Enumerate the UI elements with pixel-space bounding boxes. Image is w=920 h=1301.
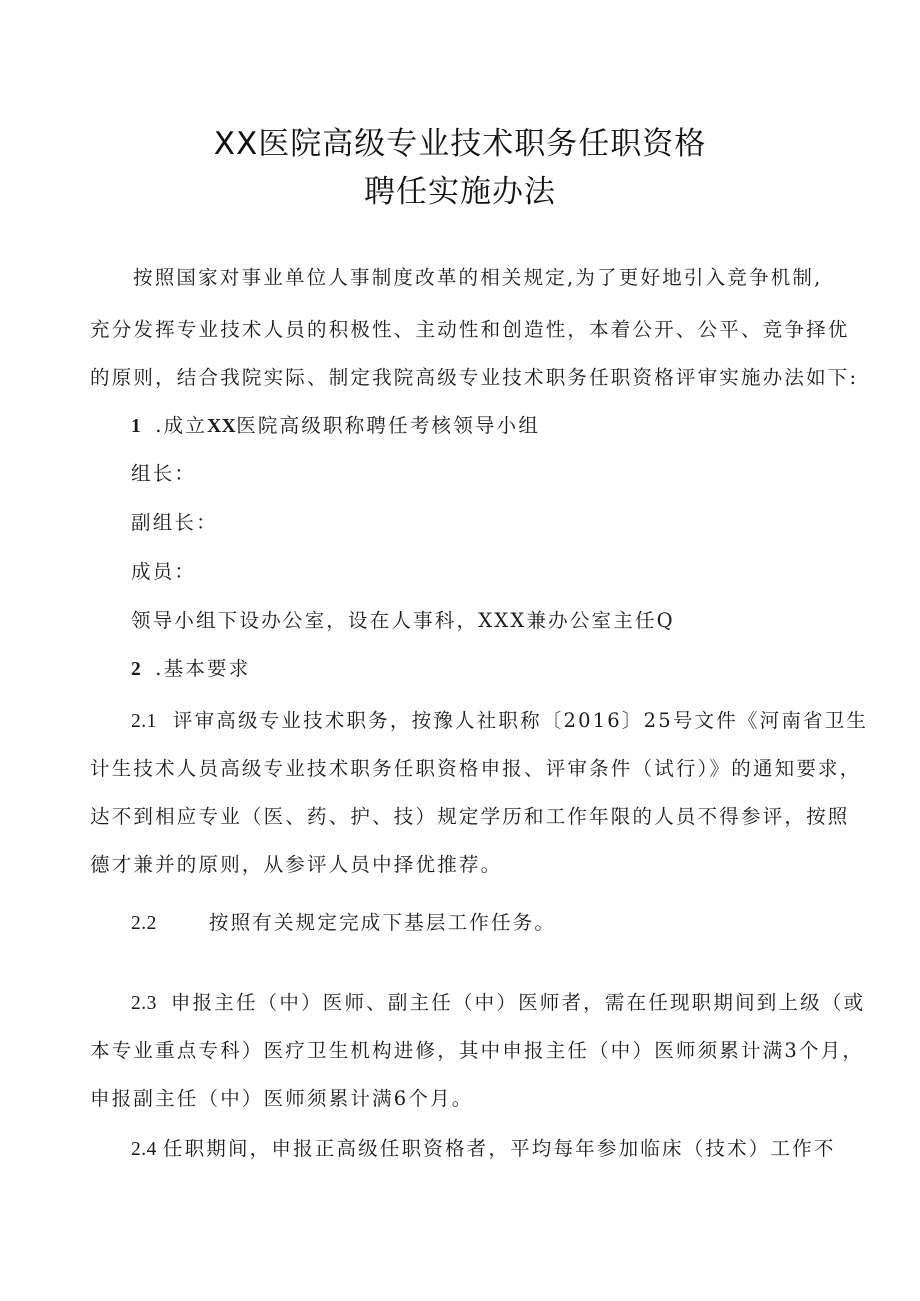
item-2-1-number: 2.1: [131, 711, 157, 732]
item-2-4-number: 2.4: [131, 1139, 157, 1160]
section-1-heading: [131, 410, 540, 438]
item-2-1-line-4: 德才兼并的原则，从参评人员中择优推荐。: [90, 853, 503, 876]
item-2-1-text-1: 评审高级专业技术职务，按豫人社职称〔2016〕25号文件《河南省卫生: [172, 709, 869, 732]
item-2-3-number: 2.3: [131, 993, 157, 1014]
item-2-4-line-1: [131, 1133, 836, 1161]
deputy-leader-label: 副组长：: [131, 511, 218, 534]
section-2-heading: [131, 653, 250, 681]
item-2-4-text: 任职期间，申报正高级任职资格者，平均每年参加临床（技术）工作不: [162, 1137, 836, 1160]
office-note: 领导小组下设办公室，设在人事科，XXX兼办公室主任Q: [131, 609, 675, 632]
item-2-3-line-3: 申报副主任（中）医师须累计满6个月。: [90, 1087, 474, 1110]
intro-line-2: 充分发挥专业技术人员的积极性、主动性和创造性，本着公开、公平、竞争择优: [90, 318, 850, 341]
intro-line-1: 按照国家对事业单位人事制度改革的相关规定,为了更好地引入竞争机制,: [133, 266, 823, 289]
item-2-1-line-1: [131, 705, 868, 733]
members-label: 成员：: [131, 560, 197, 583]
intro-line-3: 的原则，结合我院实际、制定我院高级专业技术职务任职资格评审实施办法如下:: [90, 366, 859, 389]
section-1-number: 1: [131, 416, 142, 437]
document-title-line-1: XX医院高级专业技术职务任职资格: [213, 126, 707, 162]
item-2-2-text: 按照有关规定完成下基层工作任务。: [208, 911, 557, 934]
section-2-number: 2: [131, 659, 142, 680]
leader-label: 组长：: [131, 462, 197, 485]
item-2-2-number: 2.2: [131, 913, 157, 934]
section-2-heading-text: .基本要求: [155, 657, 251, 680]
item-2-3-line-1: [131, 987, 865, 1015]
section-1-heading-pre: .成立: [155, 414, 208, 437]
item-2-1-line-2: 计生技术人员高级专业技术职务任职资格申报、评审条件（试行）》的通知要求，: [90, 757, 862, 780]
item-2-2: [131, 907, 556, 935]
item-2-1-line-3: 达不到相应专业（医、药、护、技）规定学历和工作年限的人员不得参评，按照: [90, 805, 850, 828]
section-1-heading-post: 医院高级职称聘任考核领导小组: [236, 414, 541, 437]
section-1-heading-bold: XX: [207, 416, 237, 437]
item-2-3-line-2: 本专业重点专科）医疗卫生机构进修，其中申报主任（中）医师须累计满3个月，: [90, 1039, 865, 1062]
item-2-3-text-1: 申报主任（中）医师、副主任（中）医师者，需在任现职期间到上级（或: [170, 991, 866, 1014]
document-title-line-2: 聘任实施办法: [364, 174, 556, 210]
